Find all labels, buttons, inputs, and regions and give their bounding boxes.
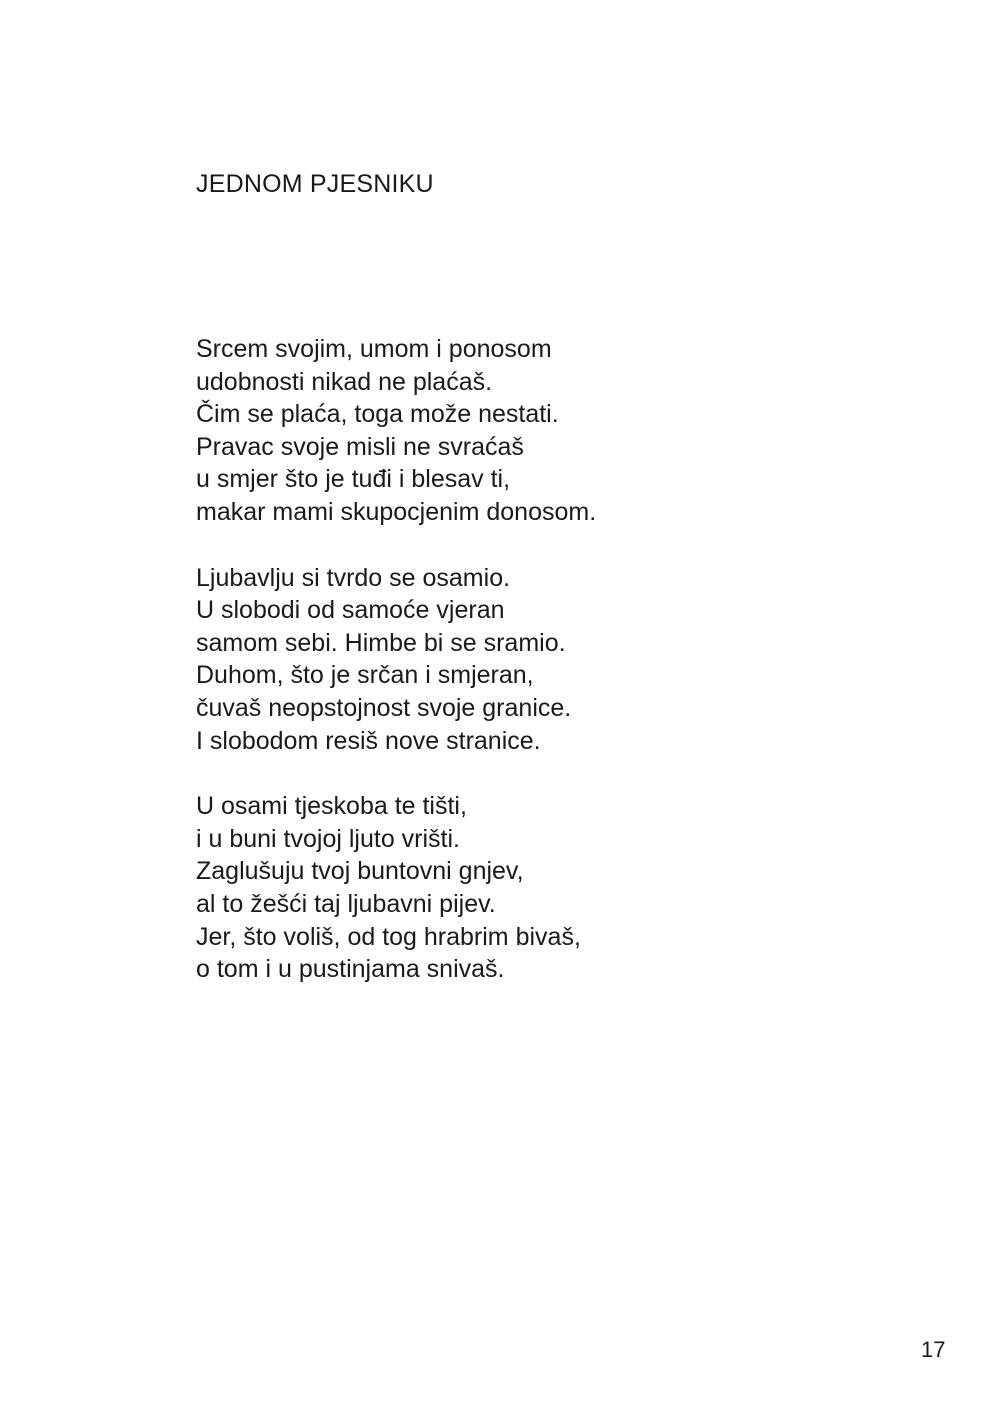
poem-line: čuvaš neopstojnost svoje granice. — [196, 693, 572, 722]
page-number: 17 — [921, 1337, 946, 1362]
poem-line: udobnosti nikad ne plaćaš. — [196, 367, 493, 396]
poem-line: U osami tjeskoba te tišti, — [196, 792, 467, 821]
poem-line: al to žešći taj ljubavni pijev. — [196, 889, 496, 918]
poem-line: Zaglušuju tvoj buntovni gnjev, — [196, 857, 524, 886]
poem-line: Čim se plaća, toga može nestati. — [196, 400, 559, 429]
poem-line: Duhom, što je srčan i smjeran, — [196, 661, 534, 690]
poem-title: JEDNOM PJESNIKU — [196, 170, 434, 198]
poem-line: makar mami skupocjenim donosom. — [196, 497, 597, 526]
poem-line: Pravac svoje misli ne svraćaš — [196, 432, 524, 461]
poem-line: Ljubavlju si tvrdo se osamio. — [196, 563, 511, 592]
poem-line: Jer, što voliš, od tog hrabrim bivaš, — [196, 922, 581, 951]
poem-line: U slobodi od samoće vjeran — [196, 596, 505, 625]
stanza-3 — [196, 790, 796, 986]
stanza-1 — [196, 333, 796, 529]
poem-line: samom sebi. Himbe bi se sramio. — [196, 628, 566, 657]
poem-line: o tom i u pustinjama snivaš. — [196, 955, 505, 984]
poem-line: u smjer što je tuđi i blesav ti, — [196, 465, 511, 494]
poem-line: I slobodom resiš nove stranice. — [196, 726, 541, 755]
poem-line: i u buni tvojoj ljuto vrišti. — [196, 824, 461, 853]
stanza-2 — [196, 562, 796, 758]
poem-body — [196, 333, 796, 1019]
poem-line: Srcem svojim, umom i ponosom — [196, 335, 552, 363]
